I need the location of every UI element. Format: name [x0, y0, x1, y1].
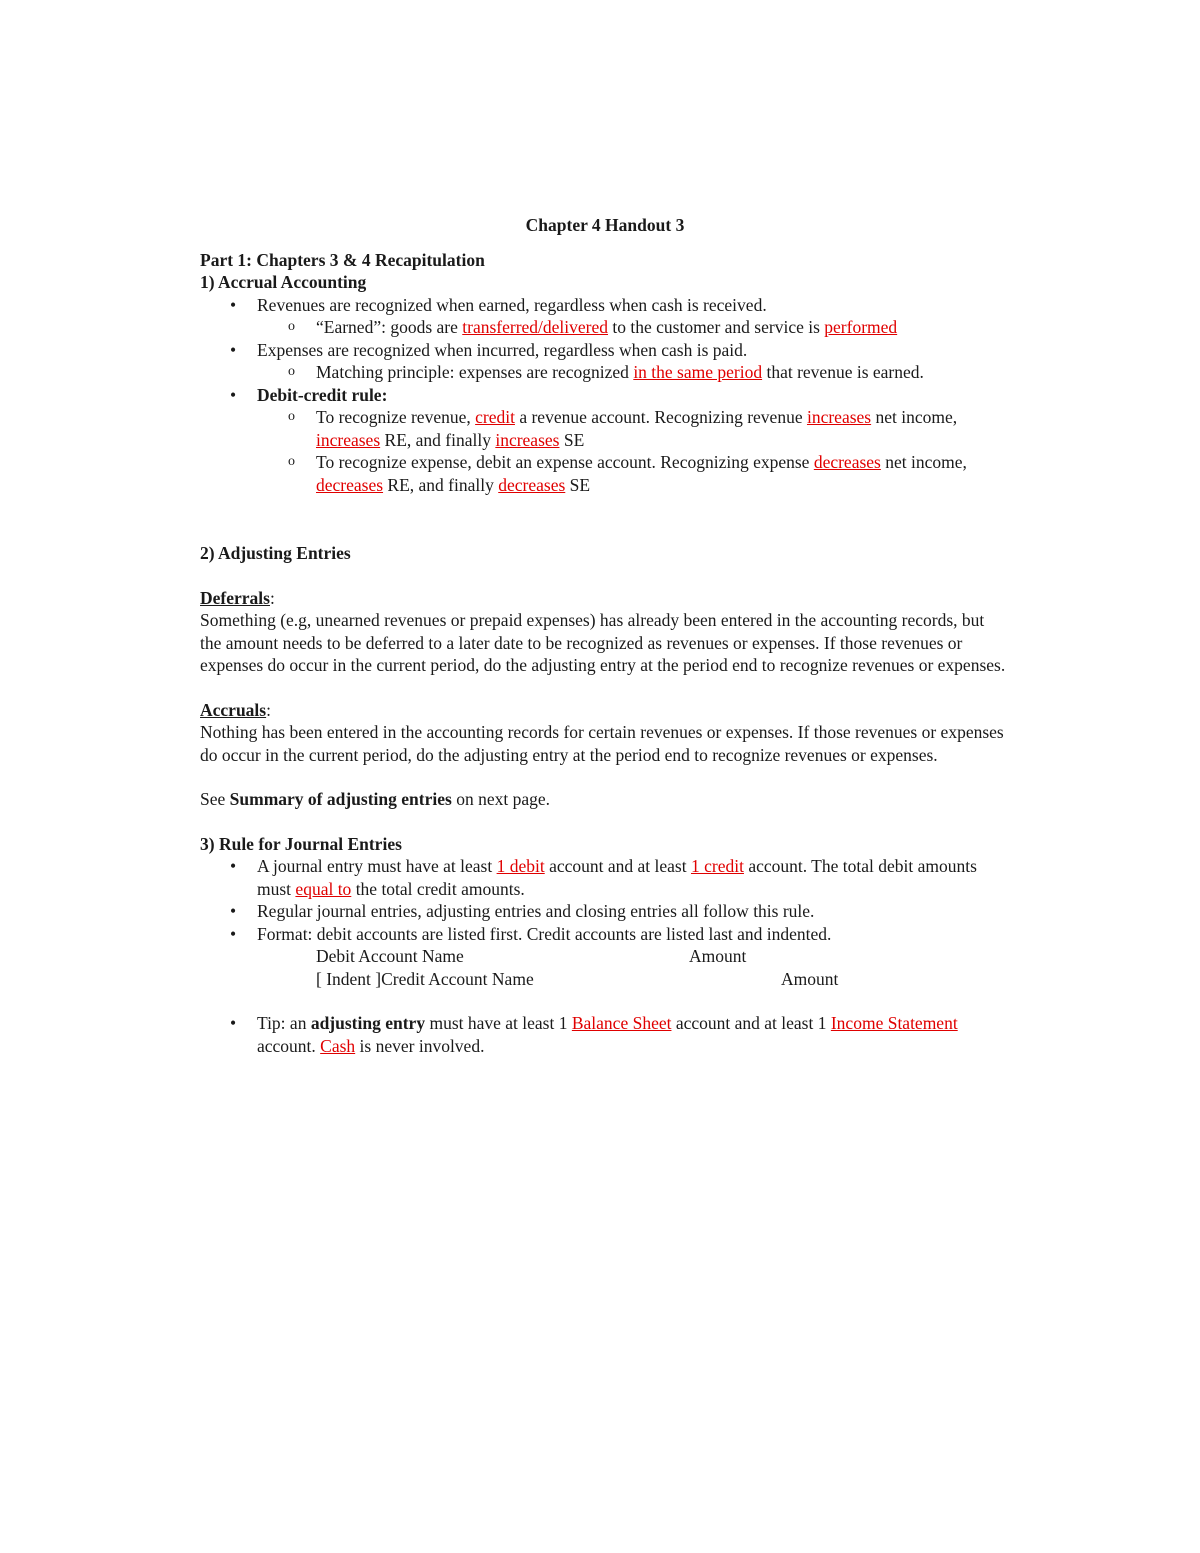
text: Matching principle: expenses are recognized	[316, 362, 634, 382]
debit-account-name: Debit Account Name	[316, 946, 464, 966]
text: “Earned”: goods are	[316, 317, 463, 337]
text: Format: debit accounts are listed first. Credit accounts are listed last and indented.	[257, 923, 832, 944]
red-term: increases	[316, 429, 381, 450]
list-item	[257, 294, 1010, 339]
red-term: credit	[475, 407, 515, 427]
text: is never involved.	[355, 1035, 485, 1056]
sub-list	[257, 316, 1010, 339]
red-term: decreases	[813, 452, 881, 472]
list-item	[257, 855, 1010, 900]
accruals-label: Accruals	[200, 699, 267, 720]
page-title: Chapter 4 Handout 3	[525, 215, 685, 235]
red-term: 1 credit	[690, 856, 744, 876]
text: the total credit amounts.	[351, 878, 525, 899]
summary-reference: Summary of adjusting entries	[229, 789, 452, 809]
accrual-accounting-heading: 1) Accrual Accounting	[200, 272, 367, 292]
list-item	[316, 361, 1010, 384]
see-summary-line	[200, 788, 1010, 811]
journal-rules-list	[200, 855, 1010, 990]
list-item	[257, 923, 1010, 991]
format-debit-row	[257, 945, 1010, 968]
text: account and at least 1	[671, 1013, 831, 1033]
format-credit-row	[257, 968, 1010, 991]
red-term: Income Statement	[830, 1013, 958, 1033]
list-item	[257, 900, 1010, 923]
red-term: increases	[495, 429, 560, 450]
accrual-list	[200, 294, 1010, 497]
list-item	[316, 316, 1010, 339]
red-term: decreases	[498, 474, 566, 495]
deferrals-label: Deferrals	[200, 587, 270, 608]
credit-amount: Amount	[781, 968, 839, 989]
red-term: Balance Sheet	[571, 1013, 672, 1033]
list-item	[257, 384, 1010, 497]
text: to the customer and service is	[608, 317, 825, 337]
credit-account-name: [ Indent ]Credit Account Name	[316, 968, 534, 989]
text: To recognize revenue,	[316, 407, 476, 427]
tip-list	[200, 1012, 1010, 1057]
text: Regular journal entries, adjusting entries and closing entries all follow this rule.	[257, 901, 815, 921]
text: account and at least	[544, 856, 691, 876]
red-term: Cash	[320, 1035, 356, 1056]
red-term: increases	[806, 407, 872, 427]
text: must have at least 1	[425, 1013, 572, 1033]
text: net income,	[871, 407, 958, 427]
text: Tip: an	[257, 1013, 311, 1033]
adjusting-entries-heading: 2) Adjusting Entries	[200, 543, 351, 563]
red-term: transferred/delivered	[462, 317, 609, 337]
text: A journal entry must have at least	[257, 856, 497, 876]
text: RE, and finally	[380, 429, 496, 450]
text: net income,	[880, 452, 967, 472]
text: :	[266, 699, 271, 720]
sub-list	[257, 361, 1010, 384]
text: account.	[257, 1035, 321, 1056]
red-term: 1 debit	[496, 856, 545, 876]
text: :	[269, 587, 275, 608]
expense-bullet-text: Expenses are recognized when incurred, regardless when cash is paid.	[257, 339, 748, 360]
text: RE, and finally	[383, 474, 499, 495]
handout-page	[200, 214, 1010, 1057]
red-term: performed	[824, 317, 898, 337]
deferrals-paragraph: Something (e.g, unearned revenues or prepaid expenses) has already been entered in the accounting records, but the amount needs to be deferred to a later date to be recognized as revenues or expenses. If those revenues or expenses do occur in the current period, do the adjusting entry at the period end to recognize revenues or expenses.	[200, 610, 1006, 675]
red-term: in the same period	[633, 362, 763, 382]
text: To recognize expense, debit an expense account. Recognizing expense	[316, 452, 814, 472]
debit-credit-heading: Debit-credit rule:	[257, 384, 388, 405]
text: SE	[559, 429, 585, 450]
journal-entries-heading: 3) Rule for Journal Entries	[200, 833, 402, 854]
adjusting-entry-term: adjusting entry	[310, 1013, 426, 1033]
text: SE	[565, 474, 591, 495]
accruals-label-line	[200, 699, 1010, 722]
part1-heading: Part 1: Chapters 3 & 4 Recapitulation	[200, 249, 485, 270]
list-item	[316, 451, 1010, 496]
text: on next page.	[451, 789, 550, 809]
list-item	[257, 1012, 1010, 1057]
red-term: equal to	[295, 878, 352, 899]
list-item	[257, 339, 1010, 384]
text: a revenue account. Recognizing revenue	[514, 407, 807, 427]
text: that revenue is earned.	[762, 362, 924, 382]
debit-amount: Amount	[689, 946, 747, 966]
revenue-bullet-text: Revenues are recognized when earned, regardless when cash is received.	[257, 294, 767, 315]
text: See	[200, 789, 230, 809]
deferrals-label-line	[200, 587, 1010, 610]
sub-list	[257, 406, 1010, 496]
accruals-paragraph: Nothing has been entered in the accounting records for certain revenues or expenses. If those revenues or expenses do occur in the current period, do the adjusting entry at the period end to recognize revenues or expenses.	[200, 722, 1004, 765]
text: account. The total debit amounts must	[257, 856, 977, 899]
red-term: decreases	[316, 474, 384, 495]
list-item	[316, 406, 1010, 451]
